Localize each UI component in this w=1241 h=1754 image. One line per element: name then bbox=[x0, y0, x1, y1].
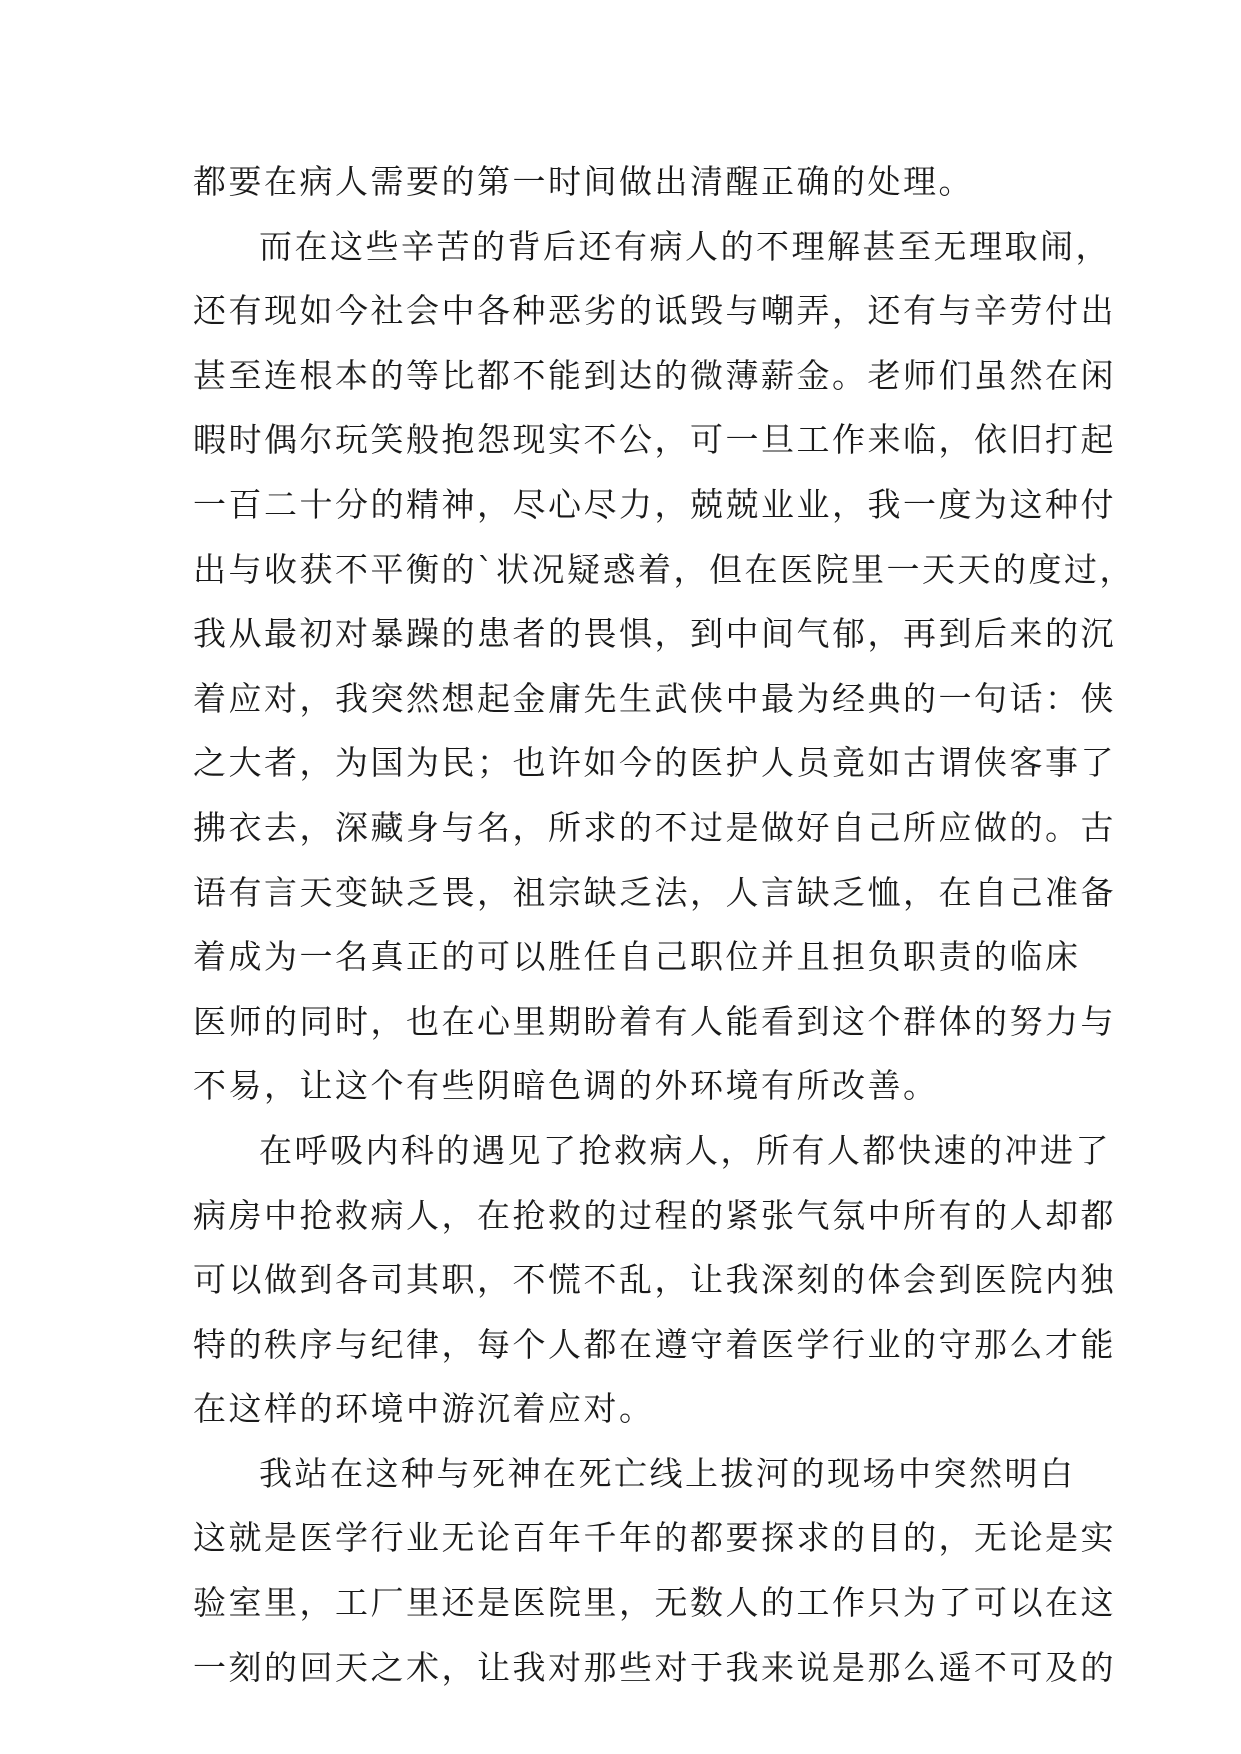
text-line: 医师的同时，也在心里期盼着有人能看到这个群体的努力与 bbox=[193, 1001, 1116, 1041]
text-line: 暇时偶尔玩笑般抱怨现实不公，可一旦工作来临，依旧打起 bbox=[193, 420, 1116, 460]
text-line: 不易，让这个有些阴暗色调的外环境有所改善。 bbox=[193, 1066, 939, 1106]
text-line: 这就是医学行业无论百年千年的都要探求的目的，无论是实 bbox=[193, 1518, 1116, 1558]
text-line: 都要在病人需要的第一时间做出清醒正确的处理。 bbox=[193, 162, 974, 201]
paragraph-start-line: 我站在这种与死神在死亡线上拔河的现场中突然明白 bbox=[259, 1453, 1076, 1493]
text-line: 病房中抢救病人，在抢救的过程的紧张气氛中所有的人却都 bbox=[193, 1195, 1116, 1235]
text-line: 拂衣去，深藏身与名，所求的不过是做好自己所应做的。古 bbox=[193, 807, 1116, 847]
text-line: 我从最初对暴躁的患者的畏惧，到中间气郁，再到后来的沉 bbox=[193, 614, 1116, 654]
text-line: 着成为一名真正的可以胜任自己职位并且担负职责的临床 bbox=[193, 937, 1081, 977]
text-line: 着应对，我突然想起金庸先生武侠中最为经典的一句话：侠 bbox=[193, 678, 1116, 718]
text-line: 可以做到各司其职，不慌不乱，让我深刻的体会到医院内独 bbox=[193, 1260, 1116, 1300]
text-line: 在这样的环境中游沉着应对。 bbox=[193, 1389, 655, 1429]
text-line: 出与收获不平衡的`状况疑惑着，但在医院里一天天的度过， bbox=[193, 549, 1135, 589]
text-line: 一百二十分的精神，尽心尽力，兢兢业业，我一度为这种付 bbox=[193, 484, 1116, 524]
text-line: 验室里，工厂里还是医院里，无数人的工作只为了可以在这 bbox=[193, 1583, 1116, 1623]
text-line: 甚至连根本的等比都不能到达的微薄薪金。老师们虽然在闲 bbox=[193, 355, 1116, 395]
paragraph-start-line: 在呼吸内科的遇见了抢救病人，所有人都快速的冲进了 bbox=[259, 1130, 1111, 1170]
paragraph-start-line: 而在这些辛苦的背后还有病人的不理解甚至无理取闹， bbox=[259, 226, 1111, 266]
text-line: 语有言天变缺乏畏，祖宗缺乏法，人言缺乏恤，在自己准备 bbox=[193, 872, 1116, 912]
text-line: 还有现如今社会中各种恶劣的诋毁与嘲弄，还有与辛劳付出 bbox=[193, 291, 1116, 331]
document-body bbox=[193, 150, 1135, 1700]
text-line: 之大者，为国为民；也许如今的医护人员竟如古谓侠客事了 bbox=[193, 743, 1116, 783]
text-line: 一刻的回天之术，让我对那些对于我来说是那么遥不可及的 bbox=[193, 1647, 1116, 1687]
text-line: 特的秩序与纪律，每个人都在遵守着医学行业的守那么才能 bbox=[193, 1324, 1116, 1364]
